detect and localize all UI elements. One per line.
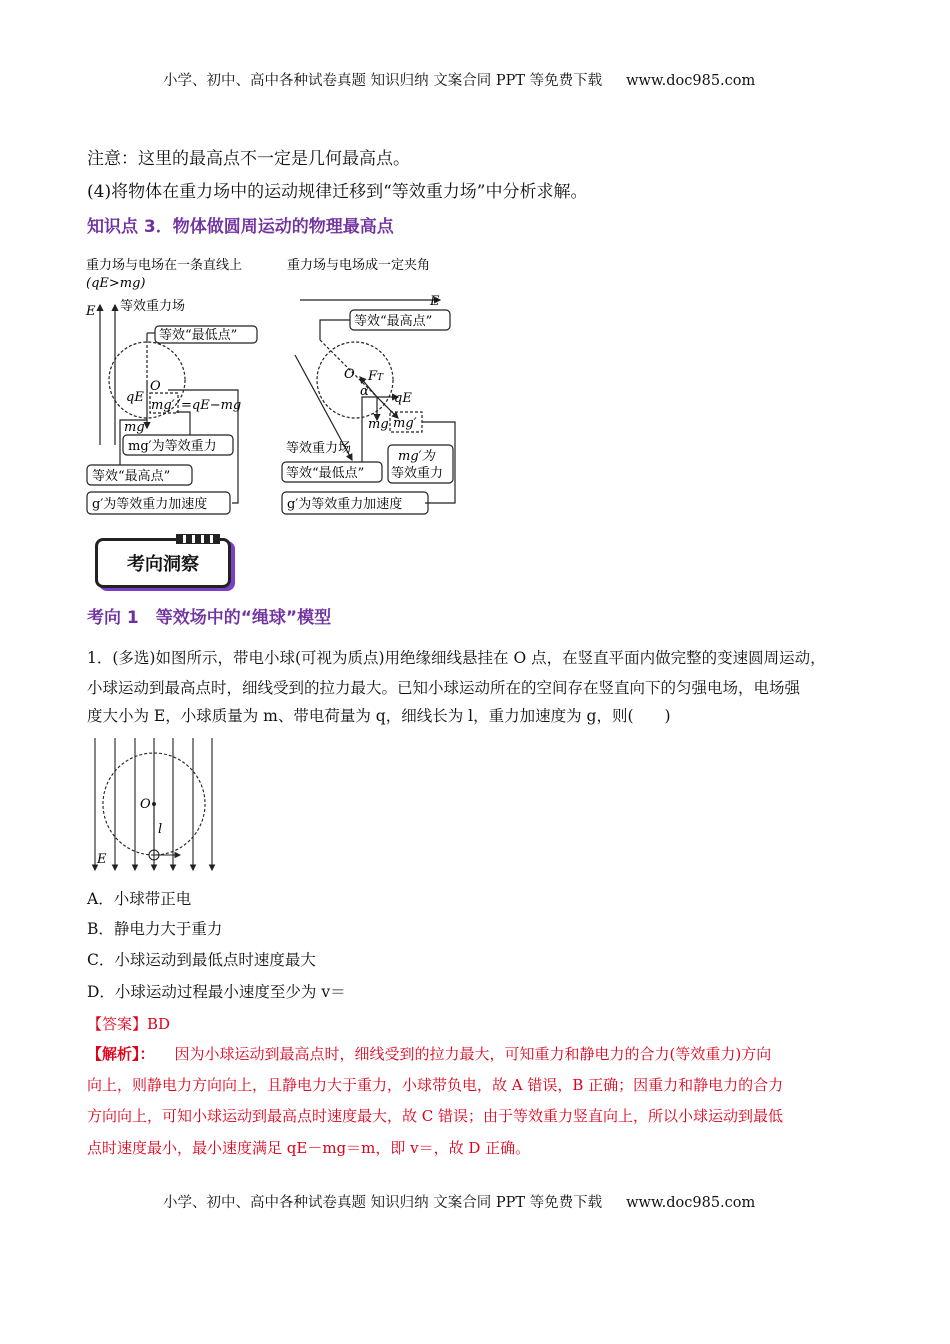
analysis-line: 点时速度最小，最小速度满足 qE－mg＝m，即 v＝，故 D 正确。 <box>87 1139 531 1157</box>
question-figure <box>85 735 225 877</box>
answer-text: 【答案】BD <box>87 1015 171 1033</box>
right-lowest-label: 等效“最低点” <box>286 466 365 481</box>
right-equiv-label-1: mg′为 <box>398 449 435 464</box>
right-equiv-label-2: 等效重力 <box>391 466 444 481</box>
knowledge-point-heading: 知识点 3．物体做圆周运动的物理最高点 <box>87 217 394 237</box>
analysis-text: 因为小球运动到最高点时，细线受到的拉力最大，可知重力和静电力的合力(等效重力)方向 <box>174 1045 772 1063</box>
badge-text: 考向洞察 <box>127 554 199 575</box>
analysis-line: 向上，则静电力方向向上，且静电力大于重力，小球带负电，故 A 错误，B 正确；因重力和静电力的合力 <box>87 1076 784 1094</box>
right-mg-label: mg <box>368 417 389 432</box>
right-alpha-label: α <box>360 384 369 399</box>
page-footer <box>163 1191 755 1212</box>
right-o-label: O <box>344 367 355 382</box>
analysis-line <box>87 1043 771 1064</box>
left-diagram-title: 重力场与电场在一条直线上 <box>86 258 243 273</box>
footer-link[interactable]: www.doc985.com <box>626 1195 756 1211</box>
left-mgp-label: mg′ <box>151 398 175 413</box>
right-highest-label: 等效“最高点” <box>354 314 433 329</box>
step-4-text: (4)将物体在重力场中的运动规律迁移到“等效重力场”中分析求解。 <box>87 182 588 202</box>
left-equiv-label: mg′为等效重力 <box>128 439 217 454</box>
header-text: 小学、初中、高中各种试卷真题 知识归纳 文案合同 PPT 等免费下载 <box>163 73 603 89</box>
left-eq-label: =qE−mg <box>181 398 242 413</box>
option-b: B．静电力大于重力 <box>87 920 223 938</box>
right-qe-label: qE <box>394 391 412 406</box>
note-text: 这里的最高点不一定是几何最高点。 <box>138 149 410 169</box>
left-mg-label: mg <box>124 420 145 435</box>
right-field-label: 等效重力场 <box>286 441 352 456</box>
left-condition: (qE>mg) <box>86 276 146 291</box>
left-lowest-label: 等效“最低点” <box>159 328 238 343</box>
footer-text: 小学、初中、高中各种试卷真题 知识归纳 文案合同 PPT 等免费下载 <box>163 1195 603 1211</box>
right-gp-label: g′为等效重力加速度 <box>287 497 403 512</box>
topic-heading: 考向 1 等效场中的“绳球”模型 <box>87 608 332 628</box>
analysis-label: 【解析】： <box>87 1045 155 1063</box>
right-ft-label: FT <box>368 369 384 384</box>
fig-l-label: l <box>158 822 163 837</box>
fig-o-label: O <box>140 797 151 812</box>
note-line <box>87 144 410 169</box>
option-d: D．小球运动过程最小速度至少为 v＝ <box>87 983 346 1001</box>
left-e-label: E <box>86 304 96 319</box>
option-a: A．小球带正电 <box>87 890 192 908</box>
header-link[interactable]: www.doc985.com <box>626 73 756 89</box>
equivalent-gravity-diagram <box>80 250 470 520</box>
right-e-label: E <box>430 294 440 309</box>
left-highest-label: 等效“最高点” <box>92 469 171 484</box>
badge-decoration <box>176 534 220 544</box>
option-c: C．小球运动到最低点时速度最大 <box>87 951 316 969</box>
right-mgp-label: mg′ <box>393 416 417 431</box>
analysis-line: 方向向上，可知小球运动到最高点时速度最大，故 C 错误；由于等效重力竖直向上，所以小球运动到最低 <box>87 1107 784 1125</box>
right-diagram-title: 重力场与电场成一定夹角 <box>287 258 431 273</box>
question-line: 小球运动到最高点时，细线受到的拉力最大。已知小球运动所在的空间存在竖直向下的匀强电场，电场强 <box>87 679 801 697</box>
section-badge <box>95 538 231 588</box>
page-header <box>163 69 755 90</box>
left-o-label: O <box>150 379 161 394</box>
note-label: 注意： <box>87 149 138 169</box>
fig-e-label: E <box>97 852 107 867</box>
question-line: 度大小为 E，小球质量为 m、带电荷量为 q，细线长为 l，重力加速度为 g，则( ) <box>87 707 671 725</box>
question-line: 1．(多选)如图所示，带电小球(可视为质点)用绝缘细线悬挂在 O 点，在竖直平面内做完整的变速圆周运动， <box>87 649 826 667</box>
left-field-label: 等效重力场 <box>120 299 186 314</box>
left-gp-label: g′为等效重力加速度 <box>92 497 208 512</box>
left-qe-label: qE <box>126 390 144 405</box>
